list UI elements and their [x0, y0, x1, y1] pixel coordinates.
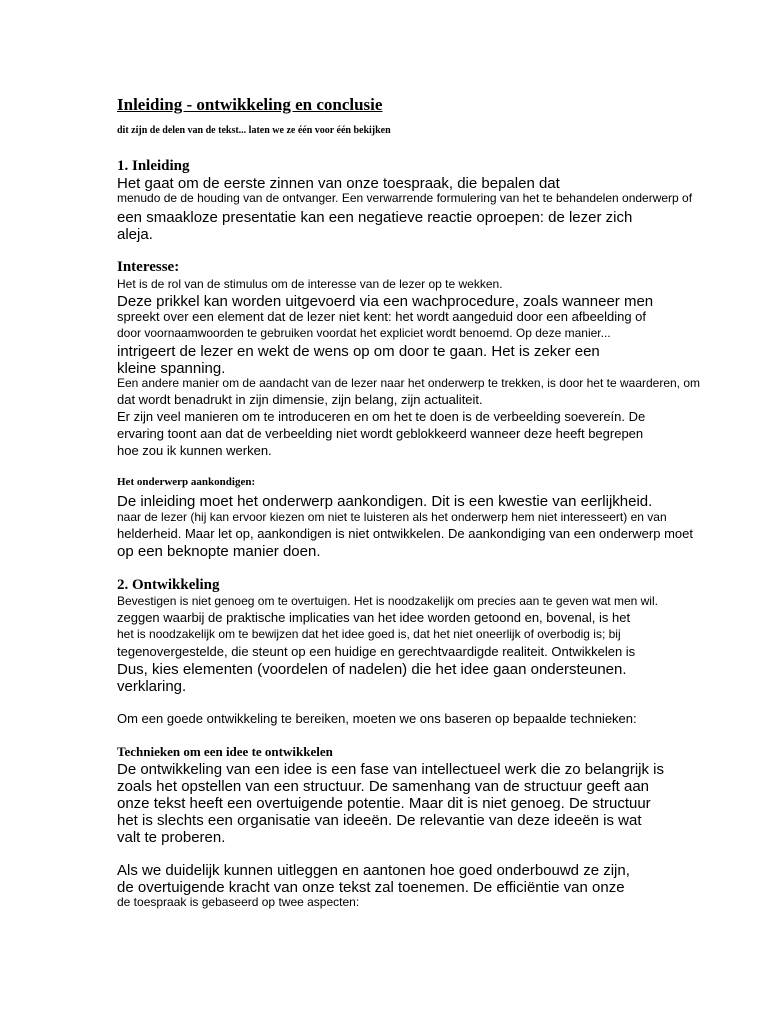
paragraph-line: hoe zou ik kunnen werken.	[117, 443, 272, 458]
paragraph-line: verklaring.	[117, 678, 187, 695]
paragraph-line: naar de lezer (hij kan ervoor kiezen om niet te luisteren als het onderwerp hem niet interesseert) en van	[117, 510, 667, 524]
paragraph-line: Deze prikkel kan worden uitgevoerd via een wachprocedure, zoals wanneer men	[117, 293, 654, 310]
paragraph-line: Als we duidelijk kunnen uitleggen en aantonen hoe goed onderbouwd ze zijn,	[117, 862, 630, 879]
paragraph-line: ervaring toont aan dat de verbeelding niet wordt geblokkeerd wanneer deze heeft begrepen	[117, 426, 644, 441]
paragraph-line: spreekt over een element dat de lezer niet kent: het wordt aangeduid door een afbeelding of	[117, 309, 647, 324]
paragraph-line: door voornaamwoorden te gebruiken voordat het expliciet wordt benoemd. Op deze manier...	[117, 326, 611, 340]
paragraph-line: een smaakloze presentatie kan een negatieve reactie oproepen: de lezer zich	[117, 209, 633, 226]
paragraph-line: Er zijn veel manieren om te introduceren en om het te doen is de verbeelding soevereín. De	[117, 409, 646, 424]
paragraph-line: helderheid. Maar let op, aankondigen is niet ontwikkelen. De aankondiging van een onderwerp moet	[117, 526, 693, 541]
paragraph-line: zoals het opstellen van een structuur. De samenhang van de structuur geeft aan	[117, 778, 650, 795]
paragraph-line: het is slechts een organisatie van ideeën. De relevantie van deze ideeën is wat	[117, 812, 642, 829]
subheading-technieken: Technieken om een idee te ontwikkelen	[117, 744, 333, 759]
paragraph-line: aleja.	[117, 226, 153, 243]
paragraph-line: De ontwikkeling van een idee is een fase van intellectueel werk die zo belangrijk is	[117, 761, 664, 778]
paragraph-line: onze tekst heeft een overtuigende potentie. Maar dit is niet genoeg. De structuur	[117, 795, 651, 812]
paragraph-line: zeggen waarbij de praktische implicaties van het idee worden getoond en, bovenal, is het	[117, 610, 631, 625]
paragraph-line: de toespraak is gebaseerd op twee aspecten:	[117, 895, 360, 909]
document-title: Inleiding - ontwikkeling en conclusie	[117, 95, 383, 114]
paragraph-line: menudo de de houding van de ontvanger. Een verwarrende formulering van het te behandelen onderwerp of	[117, 191, 693, 205]
paragraph-line: op een beknopte manier doen.	[117, 543, 321, 560]
paragraph-line: kleine spanning.	[117, 360, 226, 377]
paragraph-line: het is noodzakelijk om te bewijzen dat het idee goed is, dat het niet oneerlijk of overbodig is; bij	[117, 627, 621, 641]
subheading-aankondigen: Het onderwerp aankondigen:	[117, 476, 256, 488]
document-subtitle: dit zijn de delen van de tekst... laten we ze één voor één bekijken	[117, 125, 391, 136]
paragraph-line: intrigeert de lezer en wekt de wens op om door te gaan. Het is zeker een	[117, 343, 600, 360]
section-heading-inleiding: 1. Inleiding	[117, 158, 190, 174]
paragraph-line: Bevestigen is niet genoeg om te overtuigen. Het is noodzakelijk om precies aan te geven wat men wil.	[117, 594, 658, 608]
subheading-interesse: Interesse:	[117, 259, 180, 275]
paragraph-line: Het gaat om de eerste zinnen van onze toespraak, die bepalen dat	[117, 175, 560, 192]
paragraph-line: Een andere manier om de aandacht van de lezer naar het onderwerp te trekken, is door het te waarderen, om	[117, 376, 701, 390]
paragraph-line: Het is de rol van de stimulus om de interesse van de lezer op te wekken.	[117, 277, 503, 291]
section-heading-ontwikkeling: 2. Ontwikkeling	[117, 577, 220, 593]
paragraph-line: Om een goede ontwikkeling te bereiken, moeten we ons baseren op bepaalde technieken:	[117, 711, 637, 726]
paragraph-line: dat wordt benadrukt in zijn dimensie, zijn belang, zijn actualiteit.	[117, 392, 483, 407]
paragraph-line: tegenovergestelde, die steunt op een huidige en gerechtvaardigde realiteit. Ontwikkelen is	[117, 644, 636, 659]
paragraph-line: De inleiding moet het onderwerp aankondigen. Dit is een kwestie van eerlijkheid.	[117, 493, 653, 510]
paragraph-line: valt te proberen.	[117, 829, 226, 846]
paragraph-line: de overtuigende kracht van onze tekst zal toenemen. De efficiëntie van onze	[117, 879, 625, 896]
paragraph-line: Dus, kies elementen (voordelen of nadelen) die het idee gaan ondersteunen.	[117, 661, 627, 678]
